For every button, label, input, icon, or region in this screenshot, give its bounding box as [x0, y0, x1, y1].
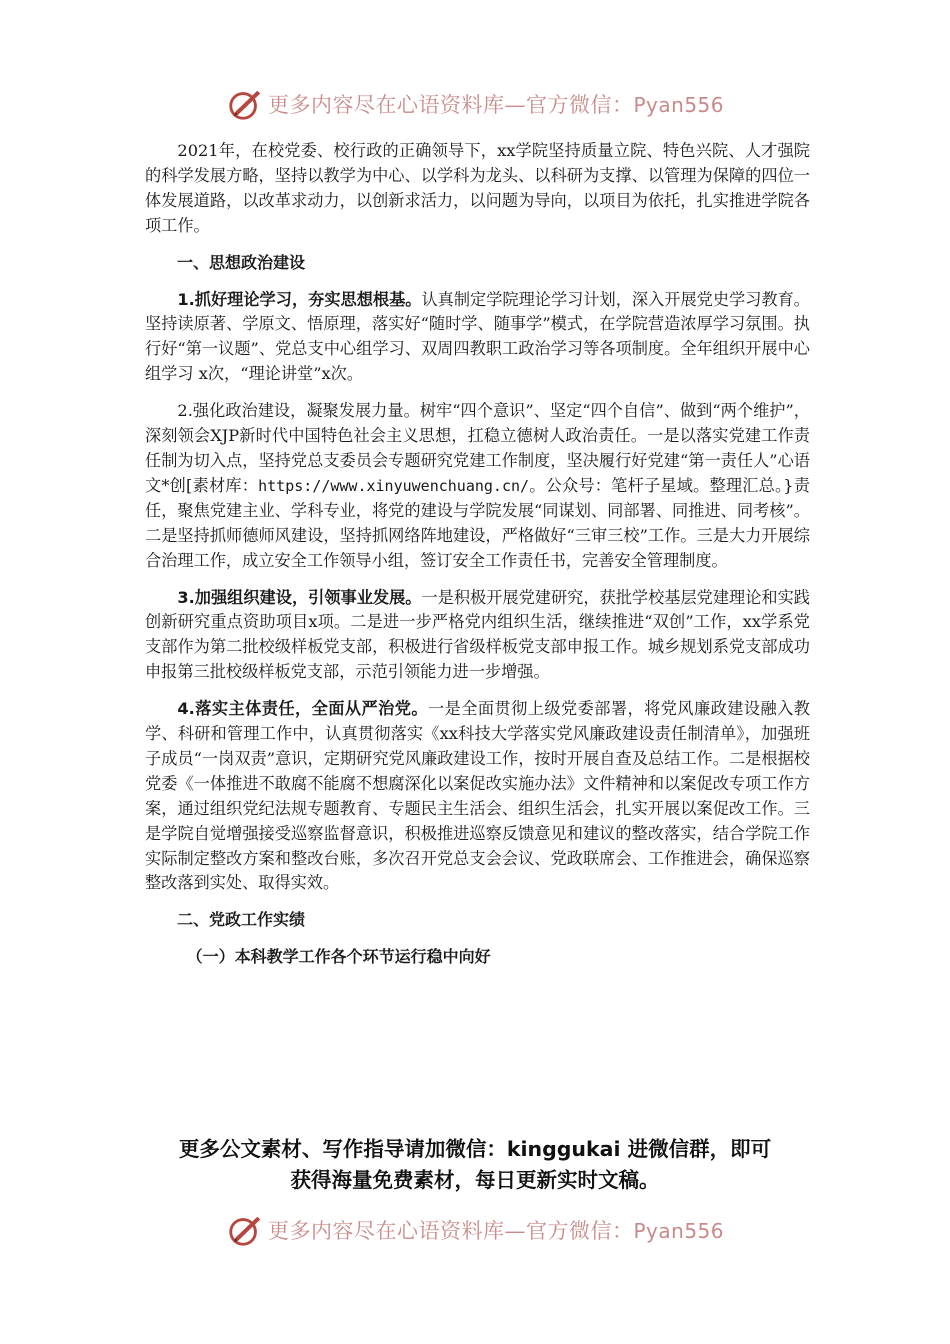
- banner-wechat-id: Pyan556: [633, 1219, 724, 1243]
- section-2-heading: 二、党政工作实绩: [177, 910, 306, 930]
- footer-banner: [0, 1208, 950, 1252]
- promo-block: [0, 1134, 950, 1196]
- paragraph-body: 一是积极开展党建研究，获批学校基层党建理论和实践创新研究重点资助项目x项。二是进一步严格党内组织生活，继续推进“双创”工作，xx学系党支部作为第二批校级样板党支部，积极进行省级样板党支部申报工作。城乡规划系党支部成功申报第三批校级样板党支部，示范引领能力进一步增强。: [145, 587, 810, 682]
- paragraph-lead: 1.抓好理论学习，夯实思想根基。: [177, 289, 422, 309]
- paragraph-organization-building: [145, 586, 810, 686]
- banner-text: [268, 1215, 724, 1245]
- pen-logo-icon: [226, 85, 264, 123]
- header-banner: [0, 82, 950, 126]
- paragraph-lead: 2.强化政治建设，凝聚发展力量。: [177, 401, 420, 421]
- banner-wechat-id: Pyan556: [633, 93, 724, 117]
- banner-label: 更多内容尽在心语资料库—官方微信：: [267, 1219, 634, 1243]
- section-1-heading: 一、思想政治建设: [177, 252, 306, 272]
- intro-paragraph: 2021年，在校党委、校行政的正确领导下，xx学院坚持质量立院、特色兴院、人才强院的科学发展方略，坚持以教学为中心、以学科为龙头、以科研为支撑、以管理为保障的四位一体发展道路，以改革求动力，以创新求活力，以问题为导向，以项目为依托，扎实推进学院各项工作。: [145, 141, 810, 235]
- paragraph-lead: 4.落实主体责任，全面从严治党。: [177, 699, 429, 719]
- paragraph-political-building: [145, 399, 810, 573]
- paragraph-lead: 3.加强组织建设，引领事业发展。: [177, 587, 422, 607]
- paragraph-body: 一是全面贯彻上级党委部署，将党风廉政建设融入教学、科研和管理工作中，认真贯彻落实《xx科技大学落实党风廉政建设责任制清单》，加强班子成员“一岗双责”意识，定期研究党风廉政建设工作，按时开展自查及总结工作。二是根据校党委《一体推进不敢腐不能腐不想腐深化以案促改实施办法》文件精神和以案促改专项工作方案，通过组织党纪法规专题教育、专题民主生活会、组织生活会，扎实开展以案促改工作。三是学院自觉增强接受巡察监督意识，积极推进巡察反馈意见和建议的整改落实，结合学院工作实际制定整改方案和整改台账，多次召开党总支会会议、党政联席会、工作推进会，确保巡察整改落到实处、取得实效。: [145, 699, 810, 893]
- section-2-subheading: （一）本科教学工作各个环节运行稳中向好: [186, 947, 491, 967]
- document-body: [145, 139, 810, 982]
- pen-logo-icon: [226, 1211, 264, 1249]
- promo-line-2: 获得海量免费素材，每日更新实时文稿。: [290, 1168, 660, 1192]
- promo-line-1: 更多公文素材、写作指导请加微信：kinggukai 进微信群，即可: [178, 1137, 772, 1161]
- banner-label: 更多内容尽在心语资料库—官方微信：: [267, 93, 634, 117]
- paragraph-theory-study: [145, 288, 810, 388]
- paragraph-main-responsibility: [145, 697, 810, 896]
- banner-text: [268, 89, 724, 119]
- paragraph-body: 树牢“四个意识”、坚定“四个自信”、做到“两个维护”，深刻领会XJP新时代中国特色社会主义思想，扛稳立德树人政治责任。一是以落实党建工作责任制为切入点，坚持党总支委员会专题研究党建工作制度，坚决履行好党建“第一责任人”心语文*创[素材库：: [145, 401, 810, 495]
- paragraph-body: 认真制定学院理论学习计划，深入开展党史学习教育。坚持读原著、学原文、悟原理，落实好“随时学、随事学”模式，在学院营造浓厚学习氛围。执行好“第一议题”、党总支中心组学习、双周四教职工政治学习等各项制度。全年组织开展中心组学习 x次，“理论讲堂”x次。: [145, 289, 810, 384]
- paragraph-body-continued: 。公众号：笔杆子星域。整理汇总。}责任，聚焦党建主业、学科专业，将党的建设与学院发展“同谋划、同部署、同推进、同考核”。二是坚持抓师德师风建设，坚持抓网络阵地建设，严格做好“三审三校”工作。三是大力开展综合治理工作，成立安全工作领导小组，签订安全工作责任书，完善安全管理制度。: [145, 475, 810, 570]
- source-url: https://www.xinyuwenchuang.cn/: [258, 476, 530, 495]
